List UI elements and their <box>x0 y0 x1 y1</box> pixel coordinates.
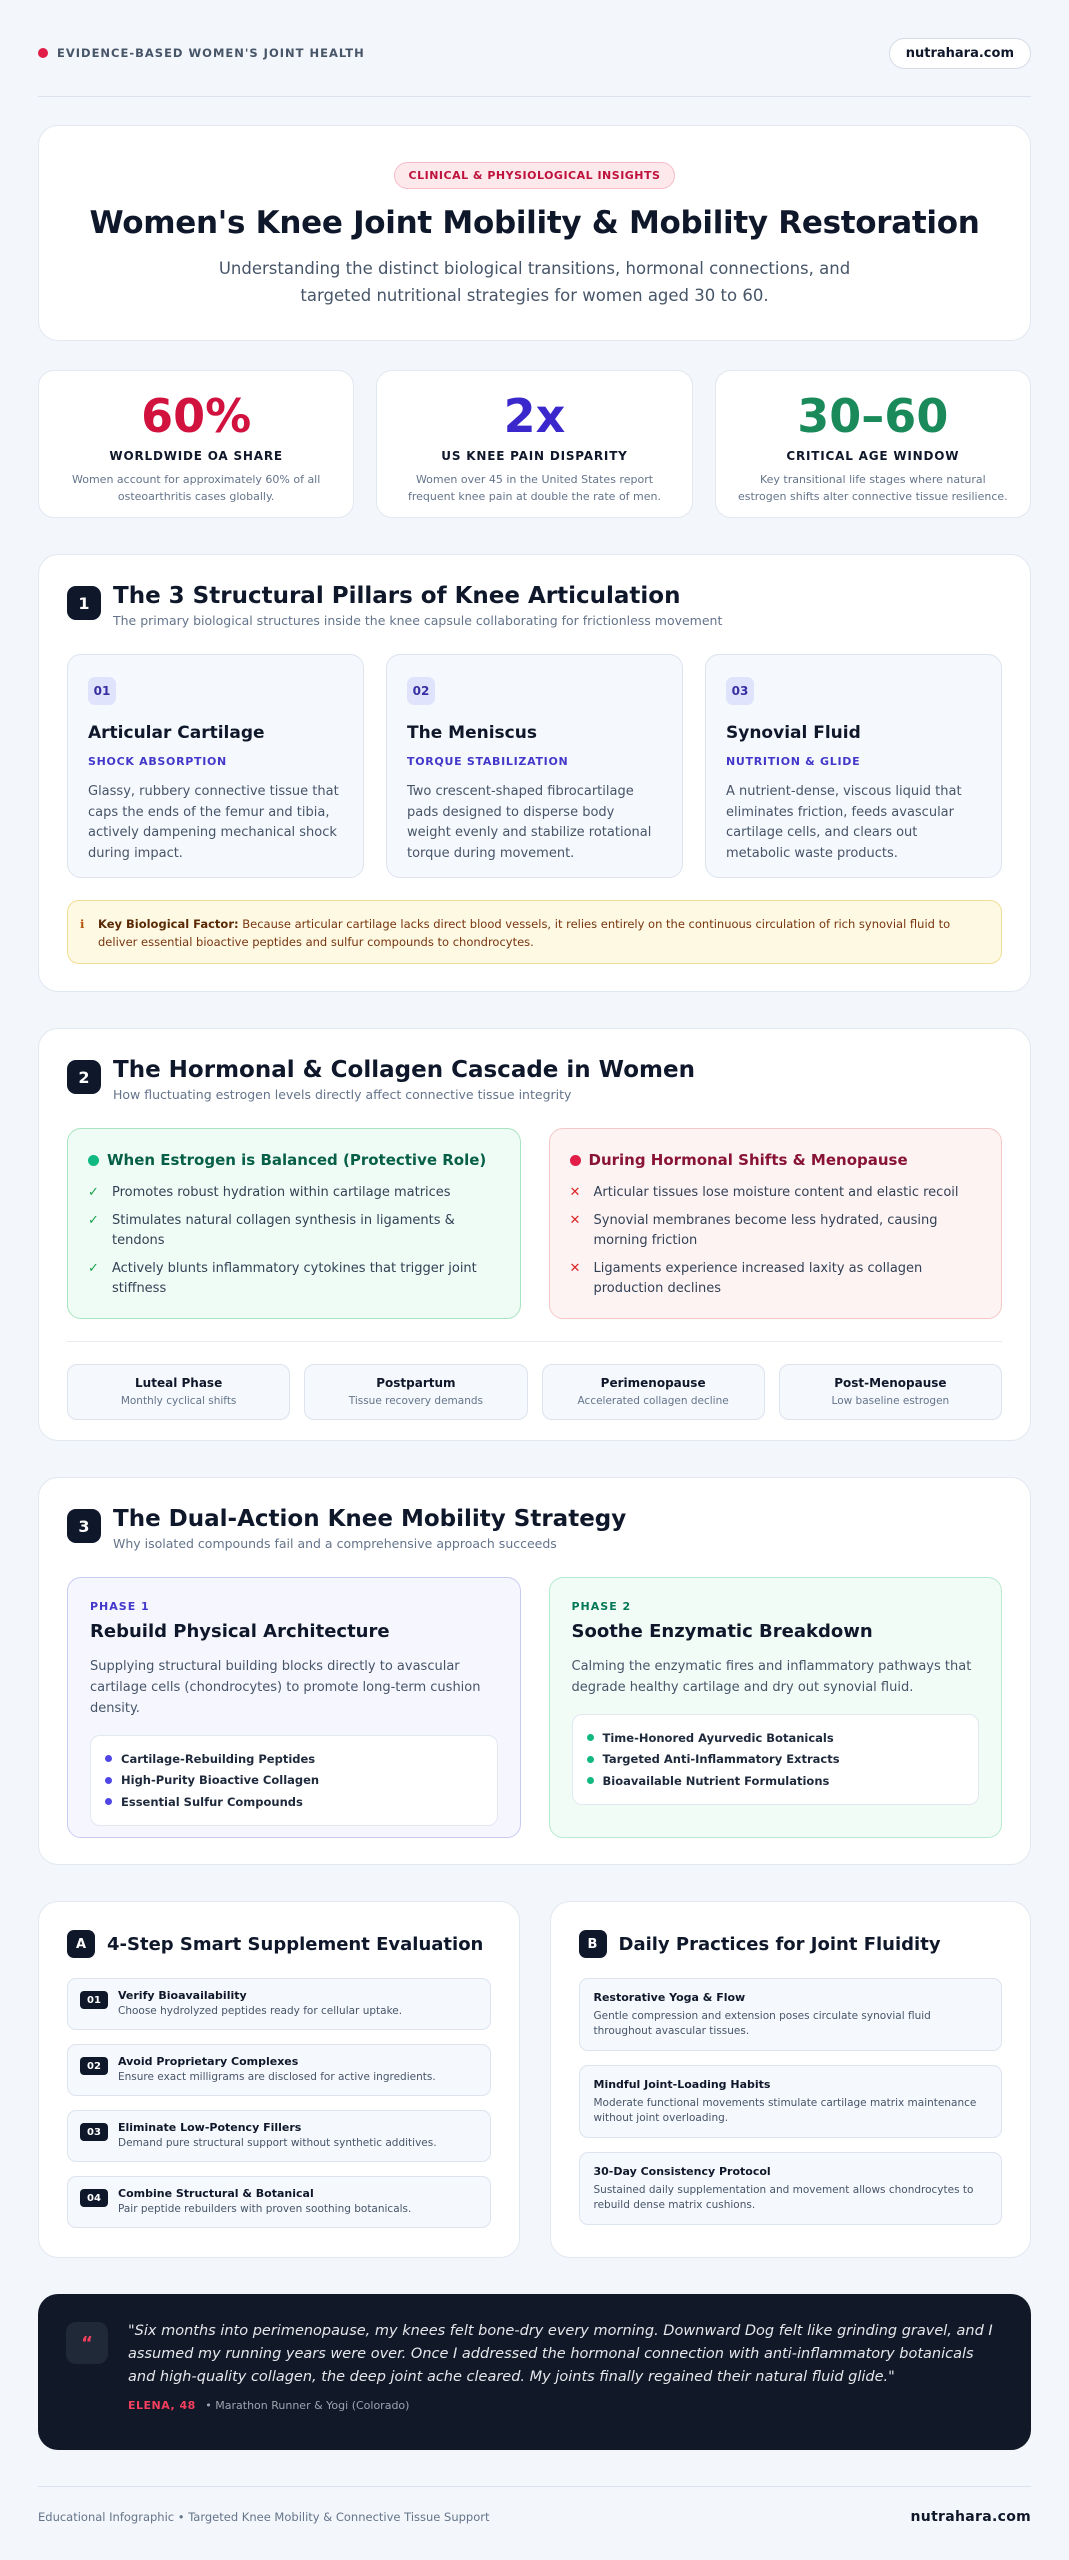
step-title: Avoid Proprietary Complexes <box>118 2055 299 2068</box>
phase-title: Rebuild Physical Architecture <box>90 1621 390 1642</box>
pillar-card <box>705 654 1002 878</box>
stat-description: Women over 45 in the United States report frequent knee pain at double the rate of men. <box>407 473 661 503</box>
hero-badge: CLINICAL & PHYSIOLOGICAL INSIGHTS <box>394 162 676 189</box>
stat-label: CRITICAL AGE WINDOW <box>786 449 960 463</box>
step-description: Pair peptide rebuilders with proven soothing botanicals. <box>118 2203 412 2215</box>
phase-chip <box>542 1364 765 1420</box>
step-list <box>67 1978 491 2228</box>
red-dot-icon <box>570 1155 581 1166</box>
section-hormonal-cascade <box>38 1028 1031 1441</box>
header-divider <box>38 96 1031 97</box>
phase-description: Supplying structural building blocks directly to avascular cartilage cells (chondrocytes) to promote long-term cushion density. <box>90 1659 481 1716</box>
section-number-badge: 1 <box>67 586 101 620</box>
section-subtitle: Why isolated compounds fail and a comprehensive approach succeeds <box>113 1536 557 1551</box>
pillar-description: A nutrient-dense, viscous liquid that eliminates friction, feeds avascular cartilage cells, and clears out metabolic waste products. <box>726 784 962 861</box>
step-number: 02 <box>80 2057 108 2075</box>
card-title: Daily Practices for Joint Fluidity <box>618 1933 941 1955</box>
step-title: Verify Bioavailability <box>118 1989 247 2002</box>
stat-card <box>376 370 692 518</box>
testimonial-body <box>128 2320 1003 2412</box>
list-item <box>105 1748 483 1770</box>
list-item <box>88 1183 500 1203</box>
stat-value: 30–60 <box>797 389 949 443</box>
phase-2-panel <box>549 1577 1003 1838</box>
phase-description: Monthly cyclical shifts <box>120 1395 237 1407</box>
list-item-text: Promotes robust hydration within cartilage matrices <box>112 1185 451 1200</box>
practice-description: Gentle compression and extension poses circulate synovial fluid throughout avascular tissues. <box>593 2010 931 2037</box>
step-number: 03 <box>80 2123 108 2141</box>
step-item <box>67 2176 491 2228</box>
list-item <box>587 1727 965 1749</box>
phase-label: PHASE 1 <box>90 1600 150 1613</box>
green-dot-icon <box>88 1155 99 1166</box>
phase-description: Low baseline estrogen <box>831 1395 950 1407</box>
panel-title-text: When Estrogen is Balanced (Protective Role) <box>107 1151 487 1169</box>
quote-icon: “ <box>66 2322 108 2364</box>
section-header <box>67 1057 1002 1102</box>
list-item <box>587 1770 965 1792</box>
ingredient-list <box>572 1714 980 1805</box>
list-item <box>88 1211 500 1251</box>
list-item-text: Actively blunts inflammatory cytokines that trigger joint stiffness <box>112 1261 477 1296</box>
callout-label: Key Biological Factor: <box>98 917 239 931</box>
practice-item <box>579 1978 1003 2051</box>
testimonial-quote: "Six months into perimenopause, my knees felt bone-dry every morning. Downward Dog felt like grinding gravel, and I assumed my running years were over. Once I addressed the hormonal connection with anti-inflammatory botanicals and high-quality collagen, the deep joint ache cleared. My joints finally regained their natural fluid glide." <box>128 2323 993 2385</box>
pillar-title: The Meniscus <box>407 723 537 743</box>
list-item <box>88 1259 500 1299</box>
life-phase-row <box>67 1341 1002 1420</box>
list-item <box>570 1211 982 1251</box>
pillar-title: Synovial Fluid <box>726 723 861 743</box>
eyebrow-group <box>38 46 365 60</box>
phase-name: Postpartum <box>376 1376 456 1390</box>
section-subtitle: How fluctuating estrogen levels directly affect connective tissue integrity <box>113 1087 572 1102</box>
panel-title-text: During Hormonal Shifts & Menopause <box>588 1151 908 1169</box>
panel-title <box>88 1151 500 1169</box>
section-title: The Dual-Action Knee Mobility Strategy <box>113 1506 627 1532</box>
section-structural-pillars <box>38 554 1031 992</box>
practice-description: Moderate functional movements stimulate cartilage matrix maintenance without joint overloading. <box>593 2097 977 2124</box>
section-title: The 3 Structural Pillars of Knee Articulation <box>113 583 681 609</box>
list-item-text: High-Purity Bioactive Collagen <box>121 1773 320 1788</box>
top-bar <box>38 38 1031 68</box>
list-item <box>587 1749 965 1771</box>
pillar-tag: TORQUE STABILIZATION <box>407 755 569 768</box>
step-description: Demand pure structural support without synthetic additives. <box>118 2137 437 2149</box>
strategy-columns <box>67 1577 1002 1838</box>
hormone-columns <box>67 1128 1002 1319</box>
letter-badge: A <box>67 1930 95 1958</box>
pillar-tag: NUTRITION & GLIDE <box>726 755 861 768</box>
list-item-text: Synovial membranes become less hydrated, causing morning friction <box>593 1213 938 1248</box>
benefit-list <box>88 1183 500 1299</box>
step-title: Eliminate Low-Potency Fillers <box>118 2121 302 2134</box>
evaluation-practices-row <box>38 1901 1031 2258</box>
list-item <box>570 1183 982 1203</box>
step-item <box>67 2110 491 2162</box>
phase-description: Calming the enzymatic fires and inflammatory pathways that degrade healthy cartilage and dry out synovial fluid. <box>571 1659 972 1695</box>
cross-icon: ✕ <box>569 1185 581 1200</box>
section-number-badge: 3 <box>67 1509 101 1543</box>
footer-domain-link[interactable]: nutrahara.com <box>910 2509 1031 2525</box>
hero-subtitle: Understanding the distinct biological transitions, hormonal connections, and targeted nutritional strategies for women aged 30 to 60. <box>218 259 851 305</box>
check-icon: ✓ <box>88 1185 99 1200</box>
phase-name: Perimenopause <box>600 1376 706 1390</box>
phase-name: Luteal Phase <box>135 1376 223 1390</box>
pillar-number: 01 <box>88 677 116 705</box>
section-title: The Hormonal & Collagen Cascade in Women <box>113 1057 695 1083</box>
step-number: 01 <box>80 1991 108 2009</box>
stat-description: Key transitional life stages where natural estrogen shifts alter connective tissue resilience. <box>737 473 1008 503</box>
list-item-text: Essential Sulfur Compounds <box>121 1794 303 1809</box>
section-header <box>67 1506 1002 1551</box>
bullet-icon <box>105 1755 112 1762</box>
cross-icon: ✕ <box>569 1213 581 1228</box>
practice-description: Sustained daily supplementation and movement allows chondrocytes to rebuild dense matrix cushions. <box>593 2184 974 2211</box>
phase-title: Soothe Enzymatic Breakdown <box>571 1621 873 1642</box>
section-number-badge: 2 <box>67 1060 101 1094</box>
practice-title: Mindful Joint-Loading Habits <box>593 2078 771 2091</box>
check-icon: ✓ <box>88 1213 99 1228</box>
stat-value: 60% <box>141 389 252 443</box>
bullet-icon <box>105 1798 112 1805</box>
card-header <box>67 1930 491 1958</box>
panel-title <box>570 1151 982 1169</box>
pillar-number: 03 <box>726 677 754 705</box>
step-item <box>67 1978 491 2030</box>
practice-item <box>579 2065 1003 2138</box>
step-number: 04 <box>80 2189 108 2207</box>
footer-divider <box>38 2486 1031 2487</box>
hormonal-shifts-panel <box>549 1128 1003 1319</box>
pillar-title: Articular Cartilage <box>88 723 265 743</box>
footer-caption: Educational Infographic • Targeted Knee Mobility & Connective Tissue Support <box>38 2510 490 2524</box>
section-dual-action-strategy <box>38 1477 1031 1865</box>
card-title: 4-Step Smart Supplement Evaluation <box>107 1933 484 1955</box>
letter-badge: B <box>579 1930 607 1958</box>
estrogen-balanced-panel <box>67 1128 521 1319</box>
check-icon: ✓ <box>88 1261 99 1276</box>
list-item-text: Cartilage-Rebuilding Peptides <box>121 1751 316 1766</box>
effect-list <box>570 1183 982 1299</box>
stats-row <box>38 370 1031 518</box>
stat-card <box>38 370 354 518</box>
footer <box>38 2509 1031 2525</box>
practice-title: 30-Day Consistency Protocol <box>593 2165 771 2178</box>
testimonial-author <box>128 2399 1003 2412</box>
practice-list <box>579 1978 1003 2225</box>
section-header <box>67 583 1002 628</box>
phase-chip <box>304 1364 527 1420</box>
author-name: ELENA, 48 <box>128 2399 196 2412</box>
practice-item <box>579 2152 1003 2225</box>
pillars-row <box>67 654 1002 878</box>
list-item-text: Ligaments experience increased laxity as collagen production declines <box>593 1261 923 1296</box>
list-item-text: Time-Honored Ayurvedic Botanicals <box>602 1730 834 1745</box>
list-item-text: Targeted Anti-Inflammatory Extracts <box>602 1752 840 1767</box>
pillar-card <box>67 654 364 878</box>
card-header <box>579 1930 1003 1958</box>
list-item <box>105 1770 483 1792</box>
step-item <box>67 2044 491 2096</box>
testimonial-card <box>38 2294 1031 2450</box>
stat-label: WORLDWIDE OA SHARE <box>109 449 283 463</box>
phase-chip <box>67 1364 290 1420</box>
domain-link[interactable]: nutrahara.com <box>889 38 1031 69</box>
bullet-icon <box>587 1756 594 1763</box>
list-item <box>105 1791 483 1813</box>
list-item-text: Articular tissues lose moisture content and elastic recoil <box>593 1185 959 1200</box>
section-subtitle: The primary biological structures inside the knee capsule collaborating for frictionless movement <box>113 613 723 628</box>
ingredient-list <box>90 1735 498 1826</box>
phase-chip <box>779 1364 1002 1420</box>
stat-description: Women account for approximately 60% of all osteoarthritis cases globally. <box>72 473 321 503</box>
practice-title: Restorative Yoga & Flow <box>593 1991 746 2004</box>
stat-label: US KNEE PAIN DISPARITY <box>441 449 628 463</box>
list-item-text: Stimulates natural collagen synthesis in ligaments & tendons <box>112 1213 455 1248</box>
bullet-icon <box>587 1734 594 1741</box>
supplement-evaluation-card <box>38 1901 520 2258</box>
status-dot-icon <box>38 48 48 58</box>
stat-value: 2x <box>503 389 566 443</box>
bullet-icon <box>105 1777 112 1784</box>
list-item-text: Bioavailable Nutrient Formulations <box>602 1773 830 1788</box>
cross-icon: ✕ <box>569 1261 581 1276</box>
page-title: Women's Knee Joint Mobility & Mobility Restoration <box>89 205 980 241</box>
step-description: Choose hydrolyzed peptides ready for cellular uptake. <box>118 2005 403 2017</box>
bullet-icon <box>587 1777 594 1784</box>
phase-name: Post-Menopause <box>834 1376 947 1390</box>
pillar-tag: SHOCK ABSORPTION <box>88 755 227 768</box>
pillar-description: Two crescent-shaped fibrocartilage pads designed to disperse body weight evenly and stabilize rotational torque during movement. <box>407 784 652 861</box>
phase-1-panel <box>67 1577 521 1838</box>
pillar-description: Glassy, rubbery connective tissue that caps the ends of the femur and tibia, actively dampening mechanical shock during impact. <box>88 784 339 861</box>
info-icon: ℹ <box>80 917 85 931</box>
list-item <box>570 1259 982 1299</box>
eyebrow-text: EVIDENCE-BASED WOMEN'S JOINT HEALTH <box>57 46 365 60</box>
step-title: Combine Structural & Botanical <box>118 2187 314 2200</box>
phase-description: Tissue recovery demands <box>348 1395 483 1407</box>
hero-card <box>38 125 1031 341</box>
pillar-number: 02 <box>407 677 435 705</box>
key-factor-callout <box>67 900 1002 964</box>
callout-text: Because articular cartilage lacks direct blood vessels, it relies entirely on the continuous circulation of rich synovial fluid to deliver essential bioactive peptides and sulfur compounds to chondrocytes. <box>98 917 951 949</box>
phase-description: Accelerated collagen decline <box>577 1395 729 1407</box>
stat-card <box>715 370 1031 518</box>
daily-practices-card <box>550 1901 1032 2258</box>
phase-label: PHASE 2 <box>571 1600 632 1613</box>
author-role: • Marathon Runner & Yogi (Colorado) <box>205 2399 410 2412</box>
pillar-card <box>386 654 683 878</box>
step-description: Ensure exact milligrams are disclosed for active ingredients. <box>118 2071 436 2083</box>
